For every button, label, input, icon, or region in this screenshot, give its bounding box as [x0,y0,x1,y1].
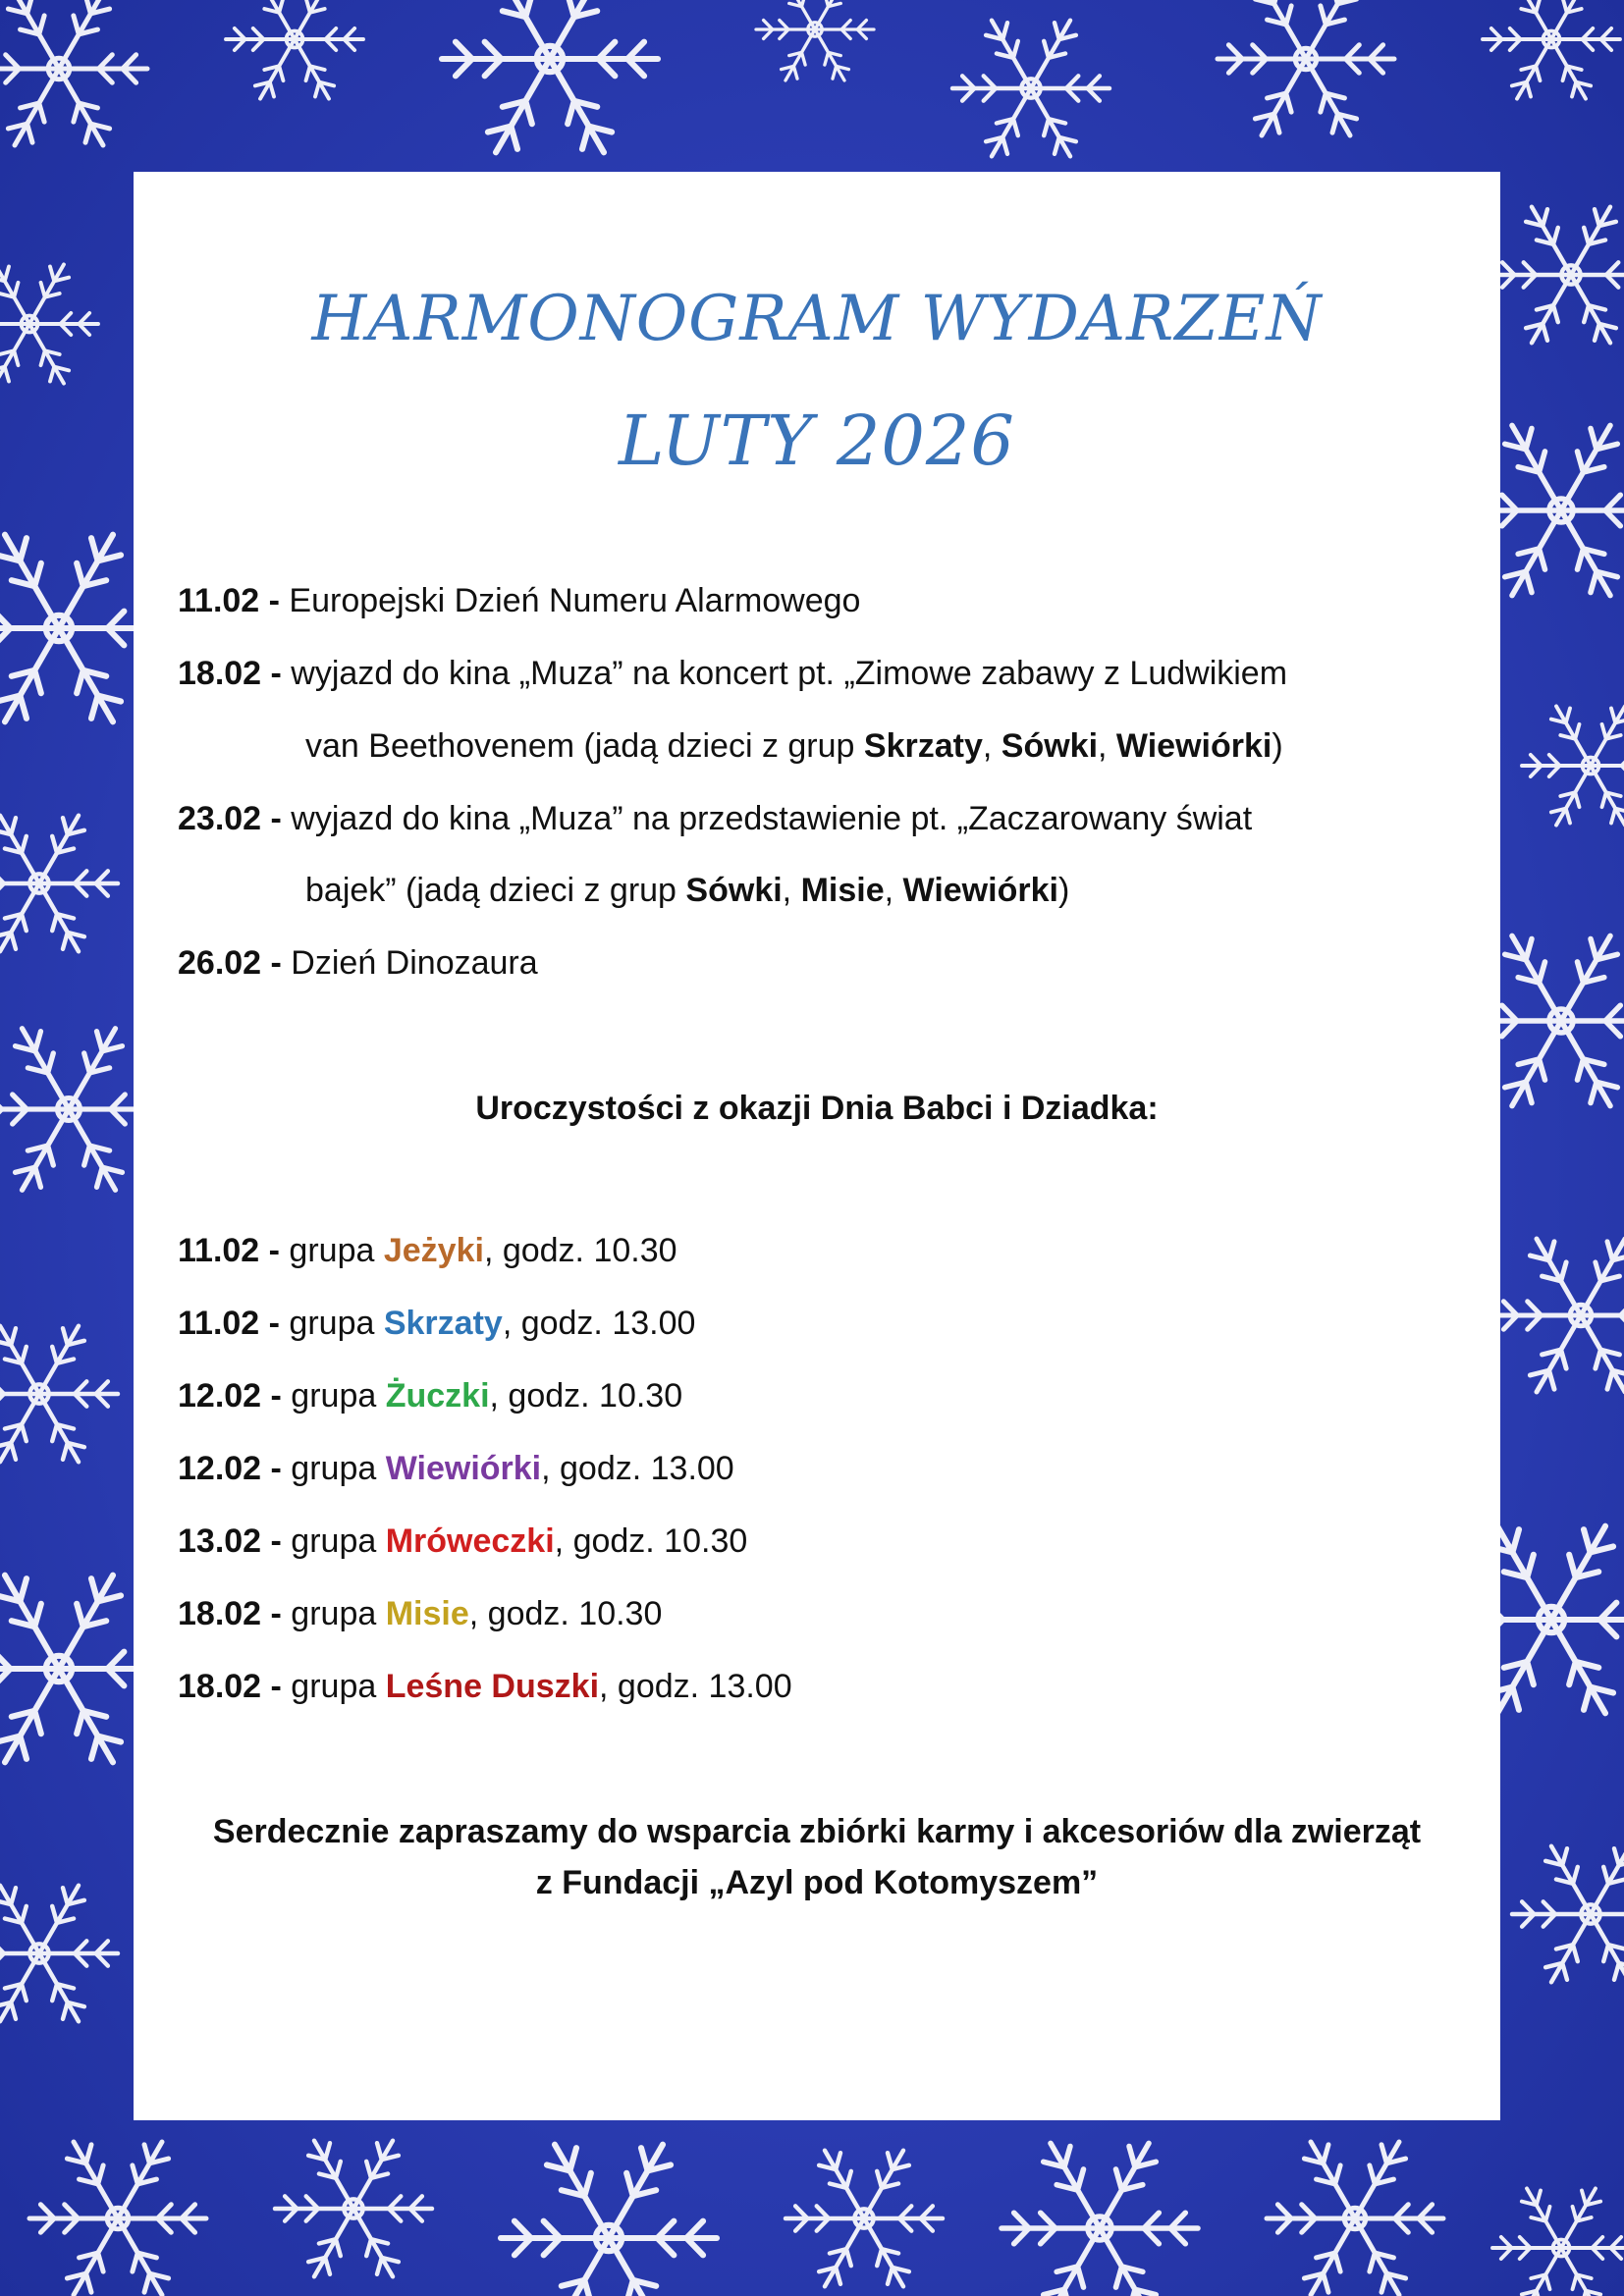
snowflake-icon [1492,2188,1624,2296]
group-name: Wiewiórki [902,872,1058,909]
snowflake-icon [0,816,118,952]
celebration-item: 18.02 - grupa Leśne Duszki, godz. 13.00 [178,1668,792,1705]
event-item [178,800,1252,838]
event-date: 11.02 - [178,582,280,619]
event-item-continuation: bajek” (jadą dzieci z grup Sówki, Misie, Wiewiórki) [305,872,1070,909]
snowflake-icon [785,2151,943,2287]
celebration-group: Wiewiórki [385,1450,542,1487]
event-text: wyjazd do kina „Muza” na koncert pt. „Zimowe zabawy z Ludwikiem [281,655,1288,692]
snowflake-icon [0,0,147,145]
celebration-date: 11.02 - [178,1232,280,1269]
celebration-group: Leśne Duszki [385,1668,600,1705]
snowflake-icon [1267,2142,1443,2295]
celebration-date: 18.02 - [178,1668,282,1705]
group-name: Misie [800,872,885,909]
celebration-group: Żuczki [385,1377,490,1415]
celebration-group: Skrzaty [383,1305,503,1342]
celebrations-heading: Uroczystości z okazji Dnia Babci i Dziadka: [475,1090,1159,1127]
celebration-item: 11.02 - grupa Jeżyki, godz. 10.30 [178,1232,677,1269]
group-name: Skrzaty [863,727,983,765]
event-item-continuation: van Beethovenem (jadą dzieci z grup Skrzaty, Sówki, Wiewiórki) [305,727,1283,765]
page-subtitle-month: LUTY 2026 [619,400,1015,481]
celebration-item: 18.02 - grupa Misie, godz. 10.30 [178,1595,663,1632]
celebration-group: Mróweczki [385,1522,555,1560]
snowflake-icon [1492,1239,1624,1392]
event-date: 18.02 - [178,655,282,692]
event-text: Dzień Dinozaura [281,944,538,982]
celebration-item: 12.02 - grupa Żuczki, godz. 10.30 [178,1377,683,1415]
group-name: Sówki [1001,727,1099,765]
snowflake-icon [1512,1846,1624,1983]
celebration-date: 18.02 - [178,1595,282,1632]
event-item [178,944,538,983]
page-title: HARMONOGRAM WYDARZEŃ [311,283,1323,355]
celebration-date: 12.02 - [178,1450,282,1487]
snowflake-icon [756,0,874,80]
group-name: Wiewiórki [1115,727,1272,765]
snowflake-icon [1001,2143,1198,2296]
snowflake-icon [0,1886,118,2022]
event-item [178,655,1287,693]
snowflake-icon [952,21,1110,157]
celebration-item: 11.02 - grupa Skrzaty, godz. 13.00 [178,1305,696,1342]
group-name: Sówki [685,872,783,909]
event-item [178,582,860,620]
snowflake-icon [1492,207,1624,344]
snowflake-icon [0,264,98,383]
snowflake-icon [1218,0,1394,135]
snowflake-icon [226,0,363,99]
event-date: 23.02 - [178,800,282,837]
snowflake-icon [442,0,658,152]
snowflake-icon [1522,706,1624,825]
snowflake-icon [1483,0,1620,99]
celebration-group: Jeżyki [383,1232,484,1269]
celebration-date: 12.02 - [178,1377,282,1415]
snowflake-icon [501,2145,717,2296]
celebration-item: 12.02 - grupa Wiewiórki, godz. 13.00 [178,1450,734,1487]
celebration-date: 13.02 - [178,1522,282,1560]
snowflake-icon [29,2142,206,2295]
celebration-item: 13.02 - grupa Mróweczki, godz. 10.30 [178,1522,748,1560]
celebration-date: 11.02 - [178,1305,280,1342]
event-date: 26.02 - [178,944,282,982]
snowflake-icon [0,1326,118,1463]
footer-invitation-line1: Serdecznie zapraszamy do wsparcia zbiórki karmy i akcesoriów dla zwierząt [212,1813,1422,1850]
celebration-group: Misie [385,1595,469,1632]
event-text: Europejski Dzień Numeru Alarmowego [279,582,861,619]
event-text: wyjazd do kina „Muza” na przedstawienie pt. „Zaczarowany świat [281,800,1253,837]
schedule-sheet [134,172,1500,2120]
footer-invitation-line2: z Fundacji „Azyl pod Kotomyszem” [535,1864,1099,1901]
snowflake-icon [275,2141,432,2277]
